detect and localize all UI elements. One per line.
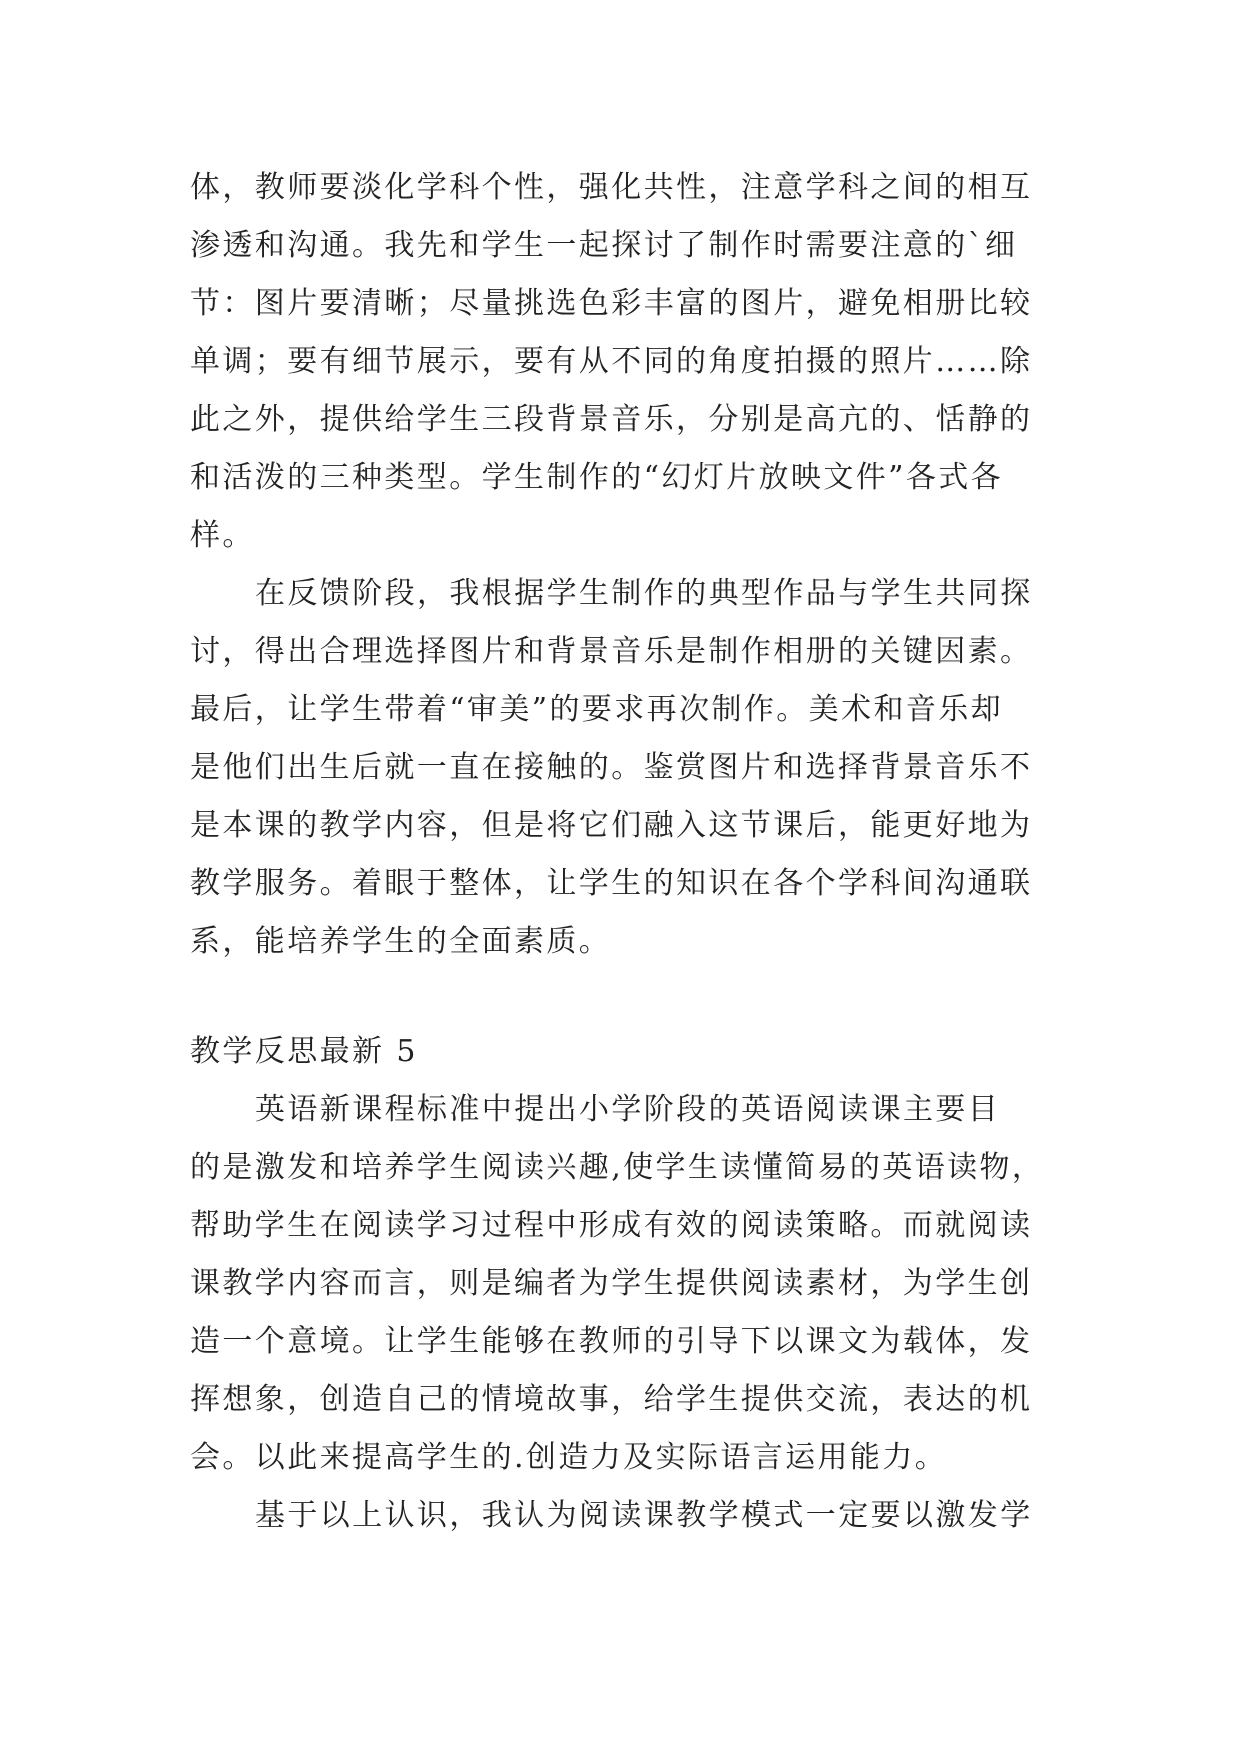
paragraph-line: 和活泼的三种类型。学生制作的“幻灯片放映文件”各式各: [190, 460, 1004, 495]
paragraph-line: 样。: [190, 518, 255, 553]
paragraph-line: 会。以此来提高学生的.创造力及实际语言运用能力。: [190, 1440, 948, 1475]
paragraph-line: 造一个意境。让学生能够在教师的引导下以课文为载体，发: [190, 1324, 1033, 1359]
paragraph-line: 此之外，提供给学生三段背景音乐，分别是高亢的、恬静的: [190, 402, 1033, 437]
paragraph-line: 系，能培养学生的全面素质。: [190, 924, 612, 959]
paragraph-line: 教学服务。着眼于整体，让学生的知识在各个学科间沟通联: [190, 866, 1033, 901]
paragraph-line: 课教学内容而言，则是编者为学生提供阅读素材，为学生创: [190, 1266, 1033, 1301]
paragraph-line: 讨，得出合理选择图片和背景音乐是制作相册的关键因素。: [190, 634, 1033, 669]
paragraph-line: 帮助学生在阅读学习过程中形成有效的阅读策略。而就阅读: [190, 1208, 1033, 1243]
paragraph-line: 英语新课程标准中提出小学阶段的英语阅读课主要目: [255, 1092, 1001, 1127]
paragraph-line: 体，教师要淡化学科个性，强化共性，注意学科之间的相互: [190, 170, 1033, 205]
paragraph-line: 单调；要有细节展示，要有从不同的角度拍摄的照片……除: [190, 344, 1033, 379]
paragraph-line: 节：图片要清晰；尽量挑选色彩丰富的图片，避免相册比较: [190, 286, 1033, 321]
paragraph-line: 最后，让学生带着“审美”的要求再次制作。美术和音乐却: [190, 692, 1004, 727]
paragraph-line: 是本课的教学内容，但是将它们融入这节课后，能更好地为: [190, 808, 1033, 843]
section-title: 教学反思最新 5: [190, 1034, 418, 1069]
paragraph-line: 基于以上认识，我认为阅读课教学模式一定要以激发学: [255, 1498, 1033, 1533]
paragraph-line: 渗透和沟通。我先和学生一起探讨了制作时需要注意的`细: [190, 228, 1018, 263]
paragraph-line: 在反馈阶段，我根据学生制作的典型作品与学生共同探: [255, 576, 1033, 611]
paragraph-line: 的是激发和培养学生阅读兴趣,使学生读懂简易的英语读物，: [190, 1150, 1045, 1185]
paragraph-line: 挥想象，创造自己的情境故事，给学生提供交流，表达的机: [190, 1382, 1033, 1417]
paragraph-line: 是他们出生后就一直在接触的。鉴赏图片和选择背景音乐不: [190, 750, 1033, 785]
